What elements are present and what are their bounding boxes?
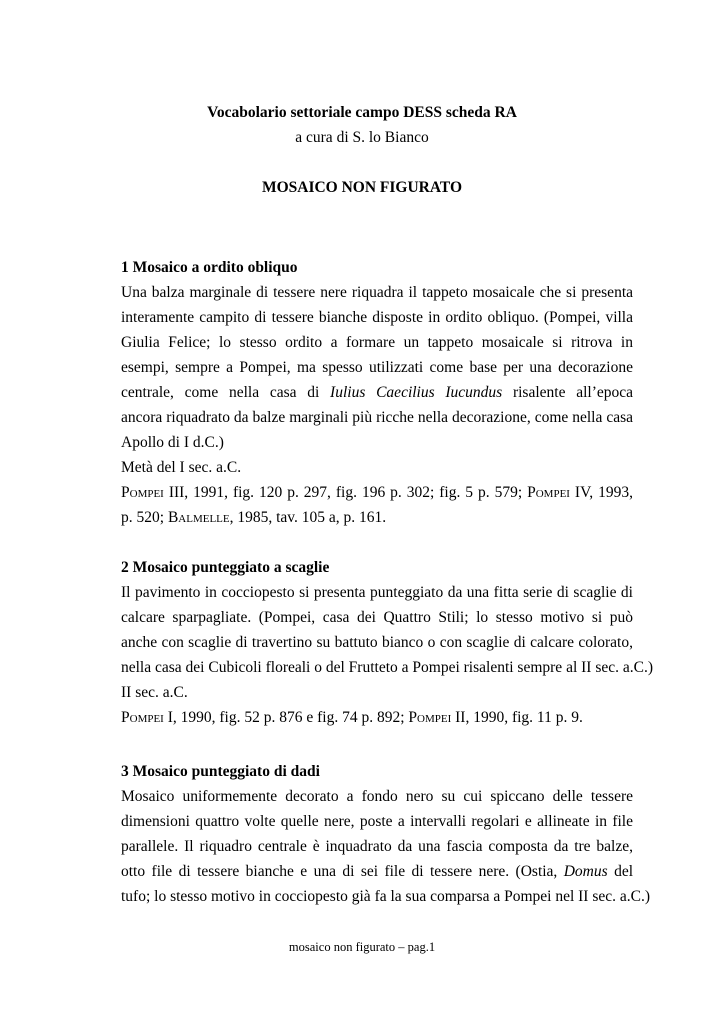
author-name: Pompei (121, 709, 164, 726)
section-1 (121, 255, 633, 530)
text-line (121, 605, 633, 630)
text-line (121, 380, 633, 405)
document-curator: a cura di S. lo Bianco (295, 129, 429, 146)
text-segment: calcare sparpagliate. (Pompei, casa dei Quattro Stili; lo stesso motivo si può (121, 609, 633, 626)
text-segment: dimensioni quattro volte quelle nere, poste a intervalli regolari e allineate in file (121, 813, 633, 830)
page-footer: mosaico non figurato – pag.1 (288, 940, 436, 954)
text-segment: Apollo di I d.C.) (121, 434, 224, 451)
text-segment: del (614, 863, 633, 880)
text-line (121, 834, 633, 859)
author-name: Balmelle (167, 509, 230, 526)
text-line (121, 630, 633, 655)
section-heading: 2 Mosaico punteggiato a scaglie (121, 559, 330, 576)
text-line (121, 680, 633, 705)
text-line (121, 859, 633, 884)
text-line (121, 884, 651, 909)
text-segment: III, 1991, fig. 120 p. 297, fig. 196 p. 302; fig. 5 p. 579; (163, 484, 528, 501)
text-segment: risalente all’epoca (512, 384, 633, 401)
text-line (121, 809, 633, 834)
text-segment: centrale, come nella casa di (121, 384, 331, 401)
text-line (121, 505, 633, 530)
text-line (121, 784, 633, 809)
text-segment: Una balza marginale di tessere nere riquadra il tappeto mosaicale che si presenta (121, 284, 633, 301)
document-title: Vocabolario settoriale campo DESS scheda RA (207, 104, 517, 121)
text-segment: Mosaico uniformemente decorato a fondo nero su cui spiccano delle tessere (121, 788, 633, 805)
italic-text: Domus (563, 863, 608, 880)
author-name: Pompei (527, 484, 570, 501)
text-segment: Giulia Felice; lo stesso ordito a formare un tappeto mosaicale si ritrova in (121, 334, 633, 351)
text-segment: II sec. a.C. (121, 684, 188, 701)
text-line (121, 355, 633, 380)
text-segment: , 1985, tav. 105 a, p. 161. (229, 509, 387, 526)
text-segment: nella casa dei Cubicoli floreali o del Frutteto a Pompei risalenti sempre al II sec. a.C.) (121, 659, 653, 676)
italic-text: Iulius Caecilius Iucundus (330, 384, 503, 401)
text-segment: parallele. Il riquadro centrale è inquadrato da una fascia composta da tre balze, (121, 838, 633, 855)
text-segment: p. 520; (121, 509, 168, 526)
section-2 (121, 555, 653, 730)
text-line (121, 430, 633, 455)
text-segment: IV, 1993, (574, 484, 633, 501)
text-line (121, 655, 653, 680)
text-line (121, 480, 633, 505)
text-line (121, 705, 633, 730)
text-segment: anche con scaglie di travertino su battuto bianco o con scaglie di calcare colorato, (121, 634, 633, 651)
text-segment: II, 1990, fig. 11 p. 9. (451, 709, 583, 726)
section-heading: 3 Mosaico punteggiato di dadi (121, 763, 320, 780)
document-subtitle: MOSAICO NON FIGURATO (261, 179, 463, 196)
author-name: Pompei (121, 484, 164, 501)
section-3 (121, 759, 651, 909)
text-line (121, 280, 633, 305)
text-segment: esempi, sempre a Pompei, ma spesso utilizzati come base per una decorazione (121, 359, 633, 376)
text-segment: otto file di tessere bianche e una di sei file di tessere nere. (Ostia, (121, 863, 564, 880)
text-line (121, 580, 633, 605)
text-line (121, 405, 633, 430)
text-segment: tufo; lo stesso motivo in cocciopesto già fa la sua comparsa a Pompei nel II sec. a.C.) (121, 888, 651, 905)
text-segment: I, 1990, fig. 52 p. 876 e fig. 74 p. 892; (163, 709, 409, 726)
section-heading: 1 Mosaico a ordito obliquo (121, 259, 298, 276)
text-line (121, 305, 633, 330)
text-segment: interamente campito di tessere bianche disposte in ordito obliquo. (Pompei, villa (121, 309, 633, 326)
text-segment: ancora riquadrato da balze marginali più ricche nella decorazione, come nella casa (121, 409, 633, 426)
text-segment: Metà del I sec. a.C. (121, 459, 242, 476)
text-line (121, 455, 633, 480)
text-line (121, 330, 633, 355)
text-segment: Il pavimento in cocciopesto si presenta punteggiato da una fitta serie di scaglie di (121, 584, 633, 601)
author-name: Pompei (408, 709, 452, 726)
